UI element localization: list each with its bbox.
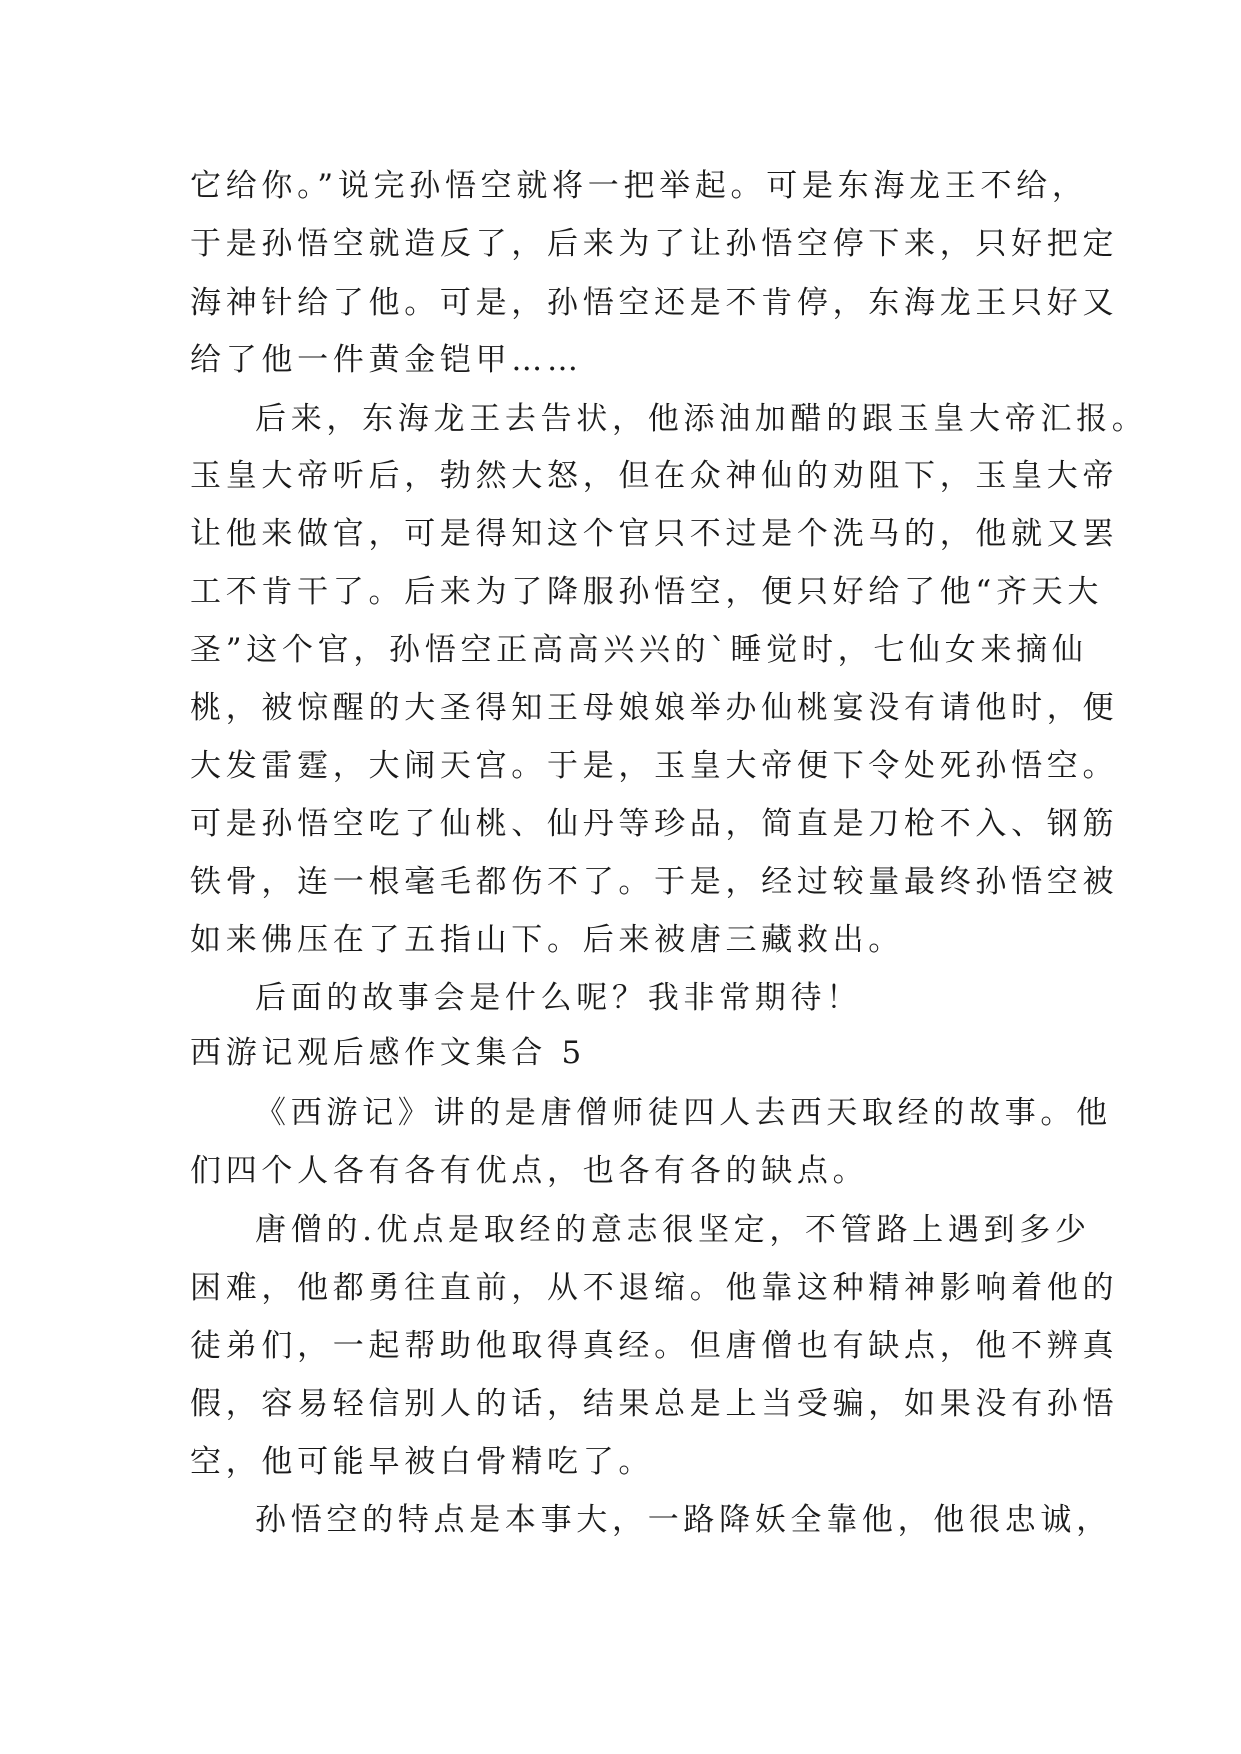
body-text-line: 假，容易轻信别人的话，结果总是上当受骗，如果没有孙悟 [190,1386,1119,1422]
paragraph-first-line: 唐僧的.优点是取经的意志很坚定，不管路上遇到多少 [255,1212,1091,1248]
body-text-line: 大发雷霆，大闹天宫。于是，玉皇大帝便下令处死孙悟空。 [190,748,1119,784]
paragraph-first-line: 孙悟空的特点是本事大，一路降妖全靠他，他很忠诚， [255,1502,1112,1538]
body-text-line: 可是孙悟空吃了仙桃、仙丹等珍品，简直是刀枪不入、钢筋 [190,806,1119,842]
body-text-line: 让他来做官，可是得知这个官只不过是个洗马的，他就又罢 [190,516,1119,552]
body-text-line: 于是孙悟空就造反了，后来为了让孙悟空停下来，只好把定 [190,226,1119,262]
paragraph-first-line: 后面的故事会是什么呢？我非常期待！ [255,980,862,1016]
body-text-line: 们四个人各有各有优点，也各有各的缺点。 [190,1153,869,1189]
body-text-line: 海神针给了他。可是，孙悟空还是不肯停，东海龙王只好又 [190,285,1119,321]
section-heading: 西游记观后感作文集合 5 [190,1035,586,1071]
body-text-line: 工不肯干了。后来为了降服孙悟空，便只好给了他“齐天大 [190,574,1104,610]
body-text-line: 徒弟们，一起帮助他取得真经。但唐僧也有缺点，他不辨真 [190,1328,1119,1364]
paragraph-first-line: 后来，东海龙王去告状，他添油加醋的跟玉皇大帝汇报。 [255,401,1148,437]
body-text-line: 困难，他都勇往直前，从不退缩。他靠这种精神影响着他的 [190,1270,1119,1306]
body-text-line: 如来佛压在了五指山下。后来被唐三藏救出。 [190,922,904,958]
body-text-line: 空，他可能早被白骨精吃了。 [190,1444,655,1480]
paragraph-first-line: 《西游记》讲的是唐僧师徒四人去西天取经的故事。他 [255,1095,1112,1131]
body-text-line: 铁骨，连一根毫毛都伤不了。于是，经过较量最终孙悟空被 [190,864,1119,900]
body-text-line: 玉皇大帝听后，勃然大怒，但在众神仙的劝阻下，玉皇大帝 [190,458,1119,494]
body-text-line: 圣”这个官，孙悟空正高高兴兴的`睡觉时，七仙女来摘仙 [190,632,1088,668]
body-text-line: 桃，被惊醒的大圣得知王母娘娘举办仙桃宴没有请他时，便 [190,690,1119,726]
body-text-line: 它给你。”说完孙悟空就将一把举起。可是东海龙王不给， [190,168,1088,204]
body-text-line: 给了他一件黄金铠甲…… [190,342,583,378]
